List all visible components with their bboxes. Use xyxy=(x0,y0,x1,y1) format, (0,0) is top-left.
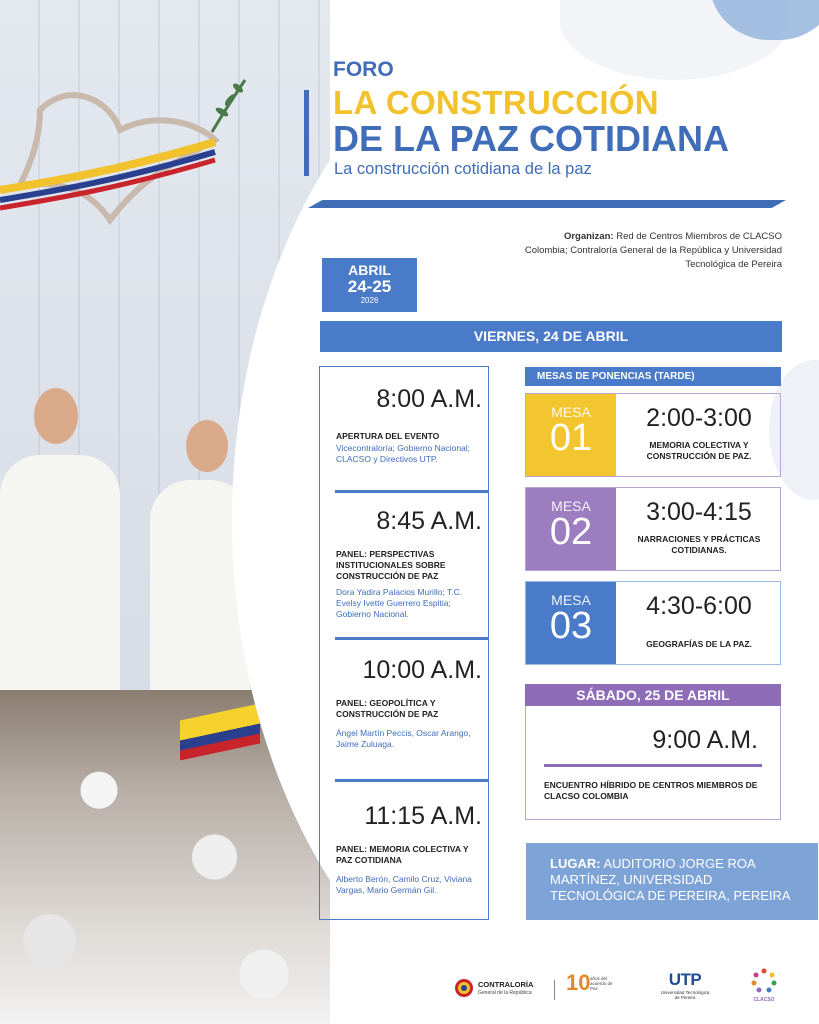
contraloria-emblem-icon xyxy=(454,978,474,998)
mesas-header: MESAS DE PONENCIAS (TARDE) xyxy=(525,367,781,386)
slot-time: 8:00 A.M. xyxy=(376,385,482,413)
slot-title: PANEL: PERSPECTIVAS INSTITUCIONALES SOBRE CONSTRUCCIÓN DE PAZ xyxy=(336,549,446,581)
organizers xyxy=(520,230,782,272)
utp-logo xyxy=(660,970,710,1010)
slot-speakers: Alberto Berón, Camilo Cruz, Viviana Vargas, Mario Germán Gil. xyxy=(336,874,472,895)
slot-separator xyxy=(335,779,488,782)
day2-header: SÁBADO, 25 DE ABRIL xyxy=(525,684,781,706)
slot-speakers: Vicecontraloría; Gobierno Nacional; CLACSO y Directivos UTP. xyxy=(336,443,471,464)
day2-time: 9:00 A.M. xyxy=(652,726,758,754)
mesa-card xyxy=(525,581,781,665)
mesa-time: 3:00-4:15 xyxy=(646,498,752,526)
slot-speakers: Dora Yadira Palacios Murillo; T.C. Evelsy Ivette Guerrero Espitia; Gobierno Nacional. xyxy=(336,587,463,619)
acuerdo-number: 10 xyxy=(566,970,591,995)
mesa-desc: MEMORIA COLECTIVA Y CONSTRUCCIÓN DE PAZ. xyxy=(646,440,752,461)
mesa-time: 2:00-3:00 xyxy=(646,404,752,432)
day1-header: VIERNES, 24 DE ABRIL xyxy=(320,321,782,352)
slot-title: PANEL: MEMORIA COLECTIVA Y PAZ COTIDIANA xyxy=(336,844,469,865)
clacso-emblem-icon xyxy=(749,966,779,996)
mesa-card xyxy=(525,487,781,571)
slot-title: PANEL: GEOPOLÍTICA Y CONSTRUCCIÓN DE PAZ xyxy=(336,698,439,719)
subtitle: La construcción cotidiana de la paz xyxy=(334,160,592,178)
mesa-word: MESA xyxy=(551,592,591,608)
logos-row xyxy=(450,962,800,1012)
contraloria-logo xyxy=(454,976,554,1002)
clacso-name: CLACSO xyxy=(753,997,775,1003)
title-rule xyxy=(308,200,786,208)
acuerdo-paz-logo xyxy=(566,968,616,1008)
logo-divider xyxy=(554,980,555,1000)
date-month: ABRIL xyxy=(348,262,391,278)
day2-desc: ENCUENTRO HÍBRIDO DE CENTROS MIEMBROS DE CLACSO COLOMBIA xyxy=(544,780,758,801)
acuerdo-sub: años del acuerdo de Paz xyxy=(590,976,613,991)
title-line-2: DE LA PAZ COTIDIANA xyxy=(333,118,729,159)
person-left-head xyxy=(34,388,78,444)
mesa-time: 4:30-6:00 xyxy=(646,592,752,620)
person-left xyxy=(0,455,120,715)
title-line-1: LA CONSTRUCCIÓN xyxy=(333,84,659,121)
slot-time: 8:45 A.M. xyxy=(376,507,482,535)
slot-speakers: Ángel Martín Peccis, Oscar Arango, Jaime Zuluaga. xyxy=(336,728,471,749)
slot-time: 10:00 A.M. xyxy=(362,656,482,684)
venue-box xyxy=(526,843,818,920)
mesa-tag xyxy=(526,394,616,476)
clacso-logo xyxy=(746,966,782,1006)
mesa-word: MESA xyxy=(551,404,591,420)
organizers-label: Organizan: xyxy=(563,231,614,242)
day2-separator xyxy=(544,764,762,767)
foro-label: FORO xyxy=(333,58,394,81)
slot-separator xyxy=(335,490,488,493)
date-days: 24-25 xyxy=(347,277,392,296)
date-badge xyxy=(322,258,417,312)
mesa-card xyxy=(525,393,781,477)
mesa-number: 03 xyxy=(549,605,593,647)
mesa-number: 01 xyxy=(549,417,593,459)
mesa-desc: GEOGRAFÍAS DE LA PAZ. xyxy=(646,639,752,649)
mesa-tag xyxy=(526,582,616,664)
person-right-head xyxy=(186,420,228,472)
utp-name: UTP xyxy=(668,970,702,989)
mesa-desc: NARRACIONES Y PRÁCTICAS COTIDIANAS. xyxy=(637,534,761,555)
day2-box xyxy=(525,706,781,820)
slot-time: 11:15 A.M. xyxy=(364,802,482,830)
schedule-box xyxy=(319,366,489,920)
slot-separator xyxy=(335,637,488,640)
contraloria-sub: General de la República xyxy=(478,990,532,996)
utp-sub: Universidad Tecnológica de Pereira xyxy=(660,990,710,1000)
date-year: 2026 xyxy=(360,296,379,305)
mesa-word: MESA xyxy=(551,498,591,514)
slot-title: APERTURA DEL EVENTO xyxy=(336,431,440,441)
mesa-number: 02 xyxy=(549,511,593,553)
mesa-tag xyxy=(526,488,616,570)
contraloria-name: CONTRALORÍA xyxy=(478,980,534,989)
organizers-text: Red de Centros Miembros de CLACSO Colombia; Contraloría General de la República y Universidad Tecnológica de Pereira xyxy=(524,231,782,270)
title-accent-bar xyxy=(304,90,309,176)
venue-text: AUDITORIO JORGE ROA MARTÍNEZ, UNIVERSIDAD TECNOLÓGICA DE PEREIRA, PEREIRA xyxy=(550,856,791,903)
dove-icon xyxy=(0,70,250,240)
venue-label: LUGAR: xyxy=(550,856,601,871)
